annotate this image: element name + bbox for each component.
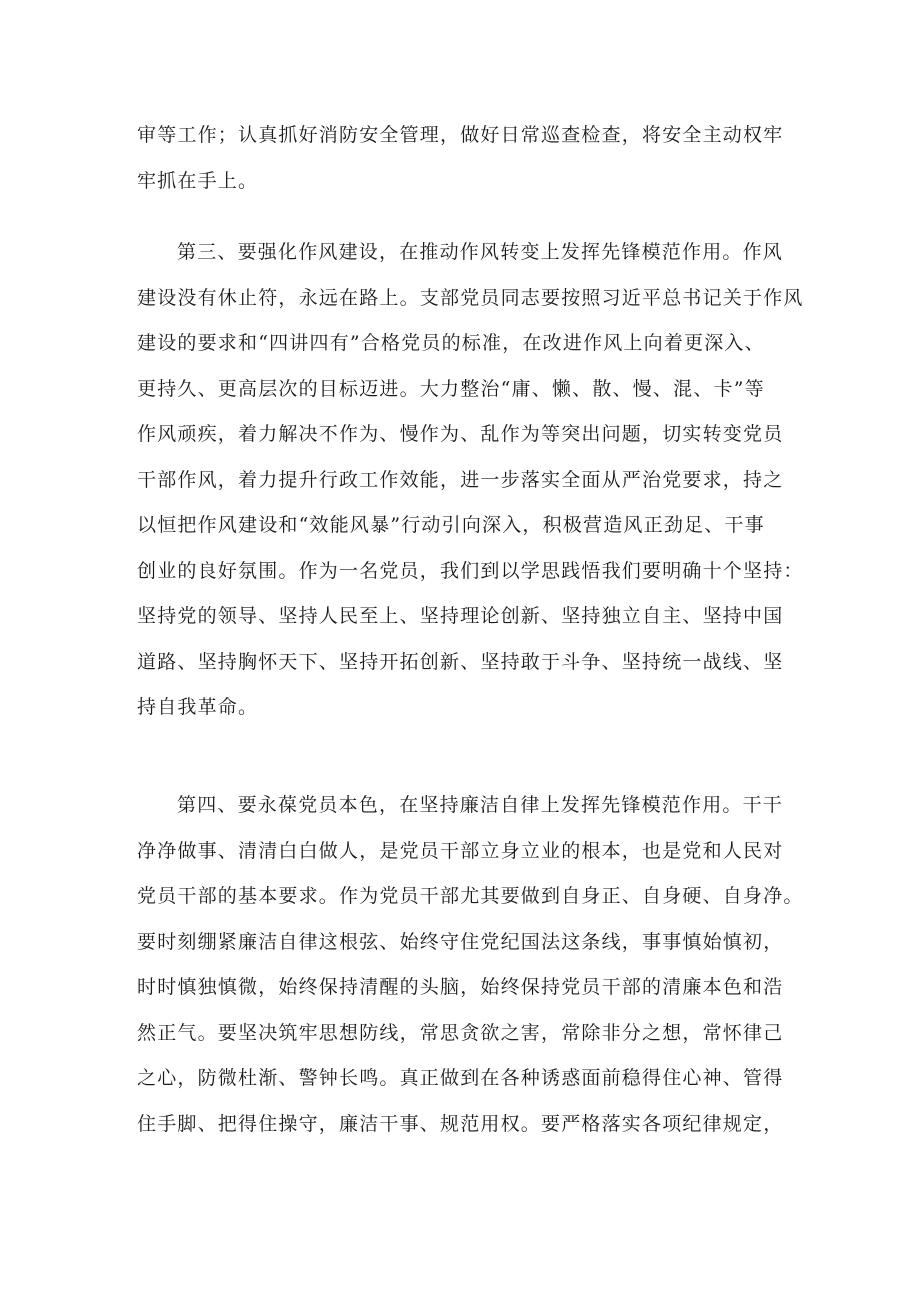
text-line: 更持久、更高层次的目标迈进。大力整治“庸、懒、散、慢、混、卡”等 bbox=[137, 377, 765, 400]
text-line: 党员干部的基本要求。作为党员干部尤其要做到自身正、自身硬、自身净。 bbox=[137, 885, 804, 907]
paragraph-continuation bbox=[137, 113, 789, 204]
text-line: 第三、要强化作风建设，在推动作风转变上发挥先锋模范作用。作风 bbox=[177, 241, 784, 263]
text-line: 净净做事、清清白白做人，是党员干部立身立业的根本，也是党和人民对 bbox=[137, 839, 784, 862]
text-line: 然正气。要坚决筑牢思想防线，常思贪欲之害，常除非分之想，常怀律己 bbox=[137, 1021, 784, 1044]
paragraph-third-point bbox=[137, 230, 804, 731]
text-line: 创业的良好氛围。作为一名党员，我们到以学思践悟我们要明确十个坚持： bbox=[137, 559, 804, 582]
text-line: 作风顽疾，着力解决不作为、慢作为、乱作为等突出问题，切实转变党员 bbox=[137, 423, 784, 445]
text-line: 建设的要求和“四讲四有”合格党员的标准，在改进作风上向着更深入、 bbox=[137, 332, 765, 354]
paragraph-fourth-point bbox=[137, 783, 804, 1147]
text-line: 以恒把作风建设和“效能风暴”行动引向深入，积极营造风正劲足、干事 bbox=[137, 514, 765, 536]
text-line: 审等工作；认真抓好消防安全管理，做好日常巡查检查，将安全主动权牢 bbox=[137, 124, 784, 146]
text-line: 持自我革命。 bbox=[137, 696, 259, 718]
text-line: 干部作风，着力提升行政工作效能，进一步落实全面从严治党要求，持之 bbox=[137, 468, 784, 491]
text-line: 坚持党的领导、坚持人民至上、坚持理论创新、坚持独立自主、坚持中国 bbox=[137, 605, 784, 627]
text-line: 时时慎独慎微，始终保持清醒的头脑，始终保持党员干部的清廉本色和浩 bbox=[137, 976, 784, 998]
text-line: 第四、要永葆党员本色，在坚持廉洁自律上发挥先锋模范作用。干干 bbox=[177, 794, 784, 816]
text-line: 要时刻绷紧廉洁自律这根弦、始终守住党纪国法这条线，事事慎始慎初， bbox=[137, 930, 784, 953]
text-line: 牢抓在手上。 bbox=[137, 169, 259, 192]
text-line: 之心，防微杜渐、警钟长鸣。真正做到在各种诱惑面前稳得住心神、管得 bbox=[137, 1067, 784, 1089]
text-line: 建设没有休止符，永远在路上。支部党员同志要按照习近平总书记关于作风 bbox=[137, 286, 804, 309]
text-line: 住手脚、把得住操守，廉洁干事、规范用权。要严格落实各项纪律规定， bbox=[137, 1112, 784, 1135]
text-line: 道路、坚持胸怀天下、坚持开拓创新、坚持敢于斗争、坚持统一战线、坚 bbox=[137, 650, 784, 673]
